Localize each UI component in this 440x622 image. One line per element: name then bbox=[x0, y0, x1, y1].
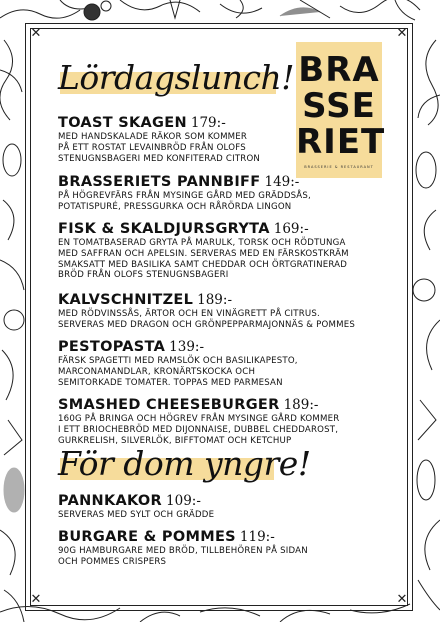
logo-line: RIET bbox=[296, 122, 386, 162]
dish-price: 149:- bbox=[264, 174, 300, 190]
menu-item bbox=[58, 338, 390, 388]
dish-name: PANNKAKOR bbox=[58, 493, 163, 509]
menu-item bbox=[58, 528, 390, 568]
dish-price: 189:- bbox=[197, 292, 233, 308]
dish-name: KALVSCHNITZEL bbox=[58, 292, 194, 308]
menu-item bbox=[58, 114, 390, 164]
menu-item bbox=[58, 220, 390, 281]
dish-name: BURGARE & POMMES bbox=[58, 529, 236, 545]
dish-price: 119:- bbox=[239, 529, 275, 545]
logo-line: SSE bbox=[302, 86, 376, 126]
menu-item bbox=[58, 492, 390, 521]
lunch-heading: Lördagslunch! bbox=[58, 58, 294, 97]
dish-name: FISK & SKALDJURSGRYTA bbox=[58, 221, 270, 237]
dish-description: FÄRSK SPAGETTI MED RAMSLÖK OCH BASILIKAPESTO, MARCONAMANDLAR, KRONÄRTSKOCKA OCH SEMITORKADE TOMATER. TOPPAS MED PARMESAN bbox=[58, 356, 298, 388]
dish-description: 160G PÅ BRINGA OCH HÖGREV FRÅN MYSINGE GÅRD KOMMER I ETT BRIOCHEBRÖD MED DIJONNAISE, DUBBEL CHEDDAROST, GURKRELISH, SILVERLÖK, BIFFTOMAT OCH KETCHUP bbox=[58, 414, 340, 446]
dish-price: 179:- bbox=[190, 115, 226, 131]
corner-ornament-icon: ✕ bbox=[396, 26, 408, 41]
dish-description: 90G HAMBURGARE MED BRÖD, TILLBEHÖREN PÅ SIDAN OCH POMMES CRISPERS bbox=[58, 546, 308, 567]
dish-description: MED HANDSKALADE RÄKOR SOM KOMMER PÅ ETT ROSTAT LEVAINBRÖD FRÅN OLOFS STENUGNSBAGERI MED KONFITERAD CITRON bbox=[58, 132, 261, 164]
dish-name: TOAST SKAGEN bbox=[58, 115, 187, 131]
dish-description: EN TOMATBASERAD GRYTA PÅ MARULK, TORSK OCH RÖDTUNGA MED SAFFRAN OCH APELSIN. SERVERAS MED EN FÄRSKOSTKRÄM SMAKSATT MED BASILIKA SAMT CHEDDAR OCH ÖRTGRATINERAD BRÖD FRÅN OLOFS STENUGNSBAGERI bbox=[58, 238, 349, 281]
dish-price: 109:- bbox=[166, 493, 201, 509]
menu-item bbox=[58, 173, 390, 213]
dish-name: BRASSERIETS PANNBIFF bbox=[58, 174, 261, 190]
dish-name: SMASHED CHEESEBURGER bbox=[58, 397, 280, 413]
dish-name: PESTOPASTA bbox=[58, 339, 166, 355]
dish-price: 139:- bbox=[169, 339, 205, 355]
menu-item bbox=[58, 291, 390, 331]
dish-description: SERVERAS MED SYLT OCH GRÄDDE bbox=[58, 510, 215, 520]
logo-tagline: BRASSERIE & RESTAURANT bbox=[304, 165, 374, 169]
dish-description: PÅ HÖGREVFÄRS FRÅN MYSINGE GÅRD MED GRÄDDSÅS, POTATISPURÉ, PRESSGURKA OCH RÅRÖRDA LINGON bbox=[58, 191, 311, 212]
corner-ornament-icon: ✕ bbox=[396, 592, 408, 607]
dish-price: 169:- bbox=[273, 221, 309, 237]
dish-price: 189:- bbox=[283, 397, 319, 413]
logo-line: BRA bbox=[298, 50, 380, 90]
kids-heading: För dom yngre! bbox=[58, 444, 311, 483]
corner-ornament-icon: ✕ bbox=[30, 26, 42, 41]
menu-item bbox=[58, 396, 390, 446]
corner-ornament-icon: ✕ bbox=[30, 592, 42, 607]
dish-description: MED RÖDVINSSÅS, ÄRTOR OCH EN VINÄGRETT PÅ CITRUS. SERVERAS MED DRAGON OCH GRÖNPEPPARMAJONNÄS & POMMES bbox=[58, 309, 355, 330]
